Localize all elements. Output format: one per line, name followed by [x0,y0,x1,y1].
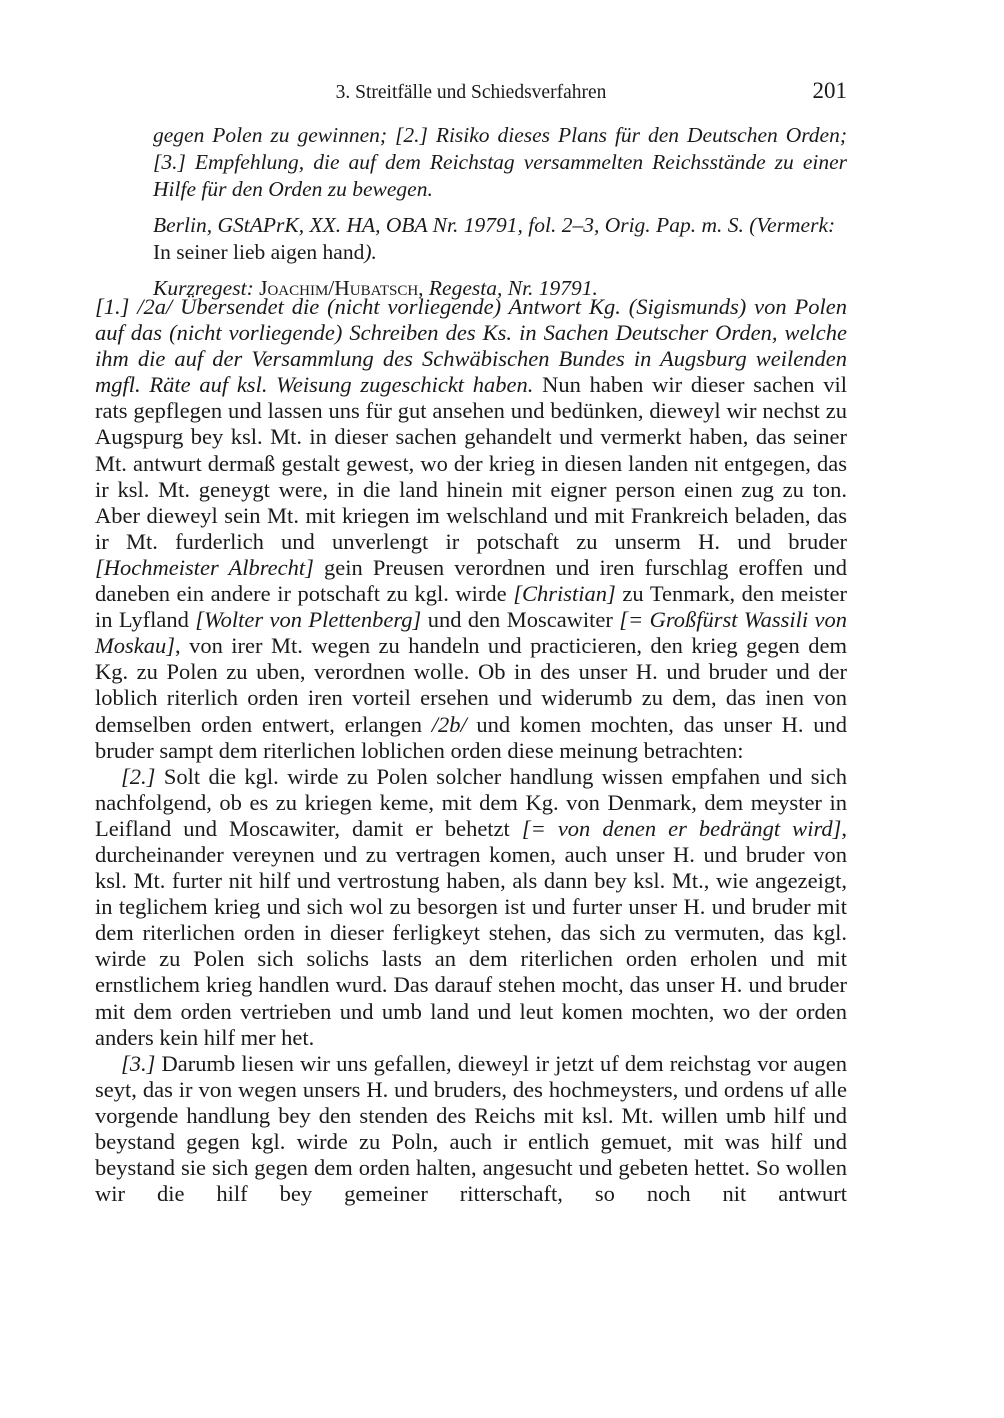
section-number: [2.] [121,763,156,789]
editorial-summary: [1.] /2a/ Übersendet die (nicht vorliegende) Antwort Kg. (Sigismunds) von Polen auf das (nicht vorliegende) Schreiben des Ks. in Sachen Deutscher Orden, welche ihm die auf der Versammlung des Schwäbischen Bundes in Augsburg weilenden mgfl. Räte auf ksl. Weisung zugeschickt haben. [95,294,847,398]
text-run: zu Tenmark, den meister in Lyfland [95,581,847,633]
kurzregest-ref: , Regesta, Nr. 19791. [418,276,598,300]
folio-marker: /2b/ [431,711,467,737]
editorial-note: [Hochmeister Albrecht] [95,554,314,580]
text-run: Solt die kgl. wirde zu Polen solcher handlung wissen empfahen und sich nachfolgend, ob es zu kriegen keme, mit dem Kg. von Denmark, dem meyster in Leifland und Moscawiter, damit er behetzt [95,763,847,841]
page-number: 201 [812,78,847,103]
editorial-note: [= von denen er bedrängt wird] [521,815,842,841]
editorial-note: [Christian] [513,581,616,607]
text-run: , von irer Mt. wegen zu handeln und practicieren, den krieg gegen dem Kg. zu Polen zu uben, verordnen wolle. Ob in des unser H. und bruder und der loblich riterlich orden iren vorteil ersehen und widerumb zu dem, das inen von demselben orden entwert, erlangen [95,633,847,737]
kurzregest-authors: Joachim/Hubatsch [259,276,419,300]
running-head: 3. Streitfälle und Schiedsverfahren [335,82,607,103]
main-text [95,294,847,1207]
source-archive: Berlin, GStAPrK, XX. HA, OBA Nr. 19791, fol. 2–3, Orig. Pap. m. S. (Vermerk: [153,213,836,237]
text-run: gein Preusen verordnen und iren furschlag eroffen und daneben ein andere ir potschaft zu kgl. wirde [95,554,847,607]
paragraph-3 [95,1051,847,1208]
source-note: In seiner lieb aigen hand [153,240,365,264]
regest-block [153,122,847,302]
text-run: und komen mochten, das unser H. und bruder sampt dem riterlichen loblichen orden diese meinung betrachten: [95,711,847,763]
section-number: [3.] [121,1050,156,1076]
text-run: Darumb liesen wir uns gefallen, dieweyl ir jetzt uf dem reichstag vor augen seyt, das ir von wegen unsers H. und bruders, des hochmeysters, und ordens uf alle vorgende handlung bey den stenden des Reichs mit ksl. Mt. willen umb hilf und beystand gegen kgl. wirde zu Poln, auch ir entlich gemuet, mit was hilf und beystand sie sich gegen dem orden halten, angesucht und gebeten hettet. So wollen wir die hilf bey gemeiner ritterschaft, so noch nit antwurt [95,1050,847,1207]
editorial-note: [= Großfürst Wassili von Moskau] [95,607,847,659]
source-citation [153,212,847,266]
paragraph-2 [95,764,847,1051]
regest-summary: gegen Polen zu gewinnen; [2.] Risiko dieses Plans für den Deutschen Orden; [3.] Empfehlung, die auf dem Reichstag versammelten Reichsstände zu einer Hilfe für den Orden zu bewegen. [153,123,847,201]
source-close: ). [364,240,377,264]
paragraph-1 [95,294,847,764]
text-run: , durcheinander vereynen und zu vertragen komen, auch unser H. und bruder von ksl. Mt. furter nit hilf und vertrostung haben, als dann bey ksl. Mt., wie angezeigt, in teglichem krieg und sich wol zu besorgen ist und furter unser H. und bruder mit dem riterlichen orden in dieser ferligkeyt stehen, das sich zu vermuten, das kgl. wirde zu Polen sich solichs lasts an dem riterlichen orden erholen und mit ernstlichem krieg handlen wurd. Das darauf stehen mocht, das unser H. und bruder mit dem orden vertrieben und umb land und leut komen mochten, wo der orden anders kein hilf mer het. [95,815,847,1050]
editorial-note: [Wolter von Plettenberg] [195,607,422,633]
page-header [95,78,847,108]
text-run: Nun haben wir dieser sachen vil rats gepflegen und lassen uns für gut ansehen und bedünken, dieweyl wir nechst zu Augspurg bey ksl. Mt. in dieser sachen gehandelt und vermerkt haben, das seiner Mt. antwurt dermaß gestalt gewest, wo der krieg in diesen landen nit entgegen, das ir ksl. Mt. geneygt were, in die land hinein mit eigner person einen zug zu ton. Aber dieweyl sein Mt. mit kriegen im welschland und mit Frankreich beladen, das ir Mt. furderlich und unverlengt ir potschaft zu unserm H. und bruder [95,372,847,554]
text-run: und den Moscawiter [421,607,620,633]
kurzregest-label: Kurzregest: [153,276,254,300]
